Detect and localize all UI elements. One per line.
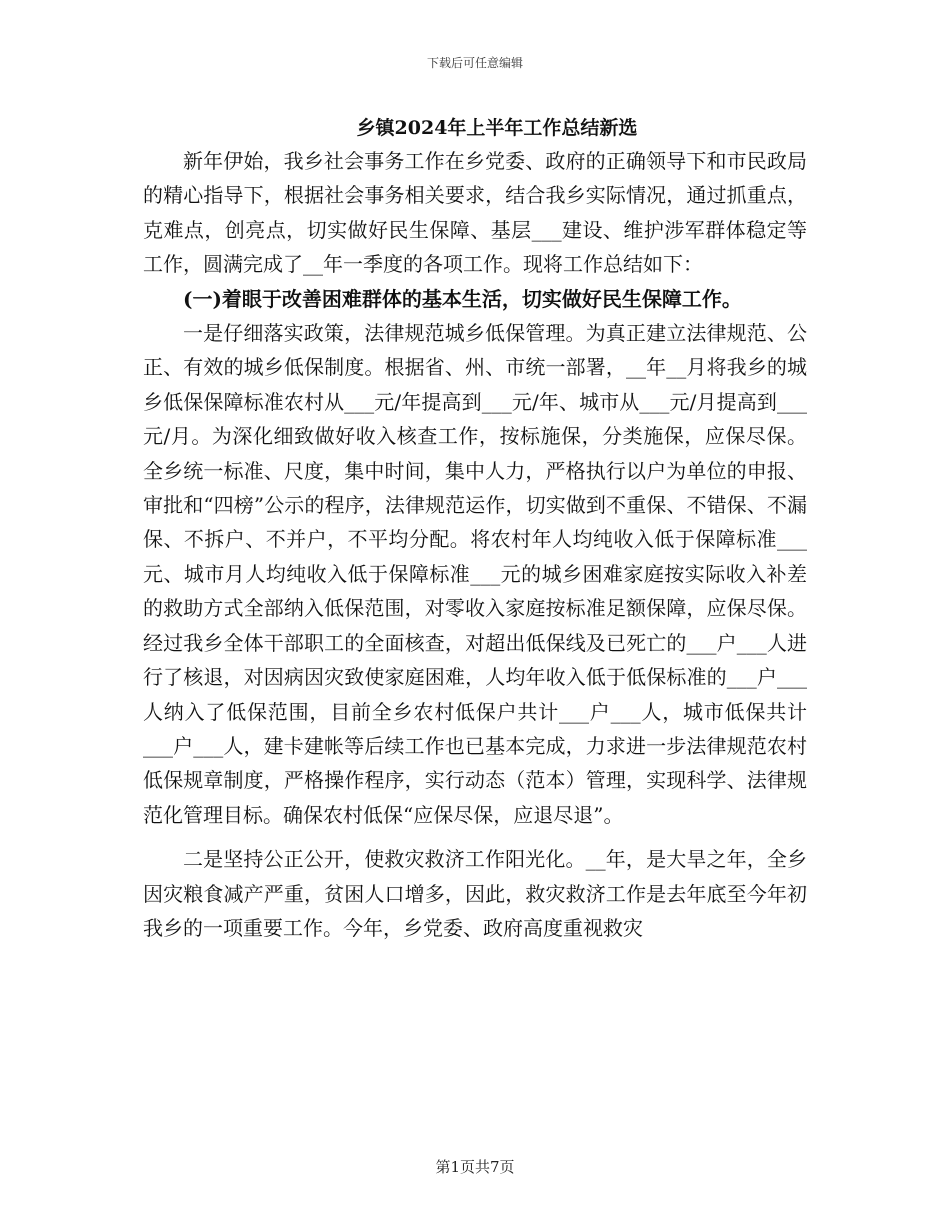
section-heading-1: (一)着眼于改善困难群体的基本生活，切实做好民生保障工作。 — [183, 286, 742, 311]
intro-paragraph: 新年伊始，我乡社会事务工作在乡党委、政府的正确领导下和市民政局的精心指导下，根据社会事务相关要求，结合我乡实际情况，通过抓重点，克难点，创亮点，切实做好民生保障、基层___建设、维护涉军群体稳定等工作，圆满完成了__年一季度的各项工作。现将工作总结如下： — [143, 149, 807, 277]
document-title: 乡镇2024年上半年工作总结新选 — [356, 117, 638, 139]
paragraph-low-income-security: 一是仔细落实政策，法律规范城乡低保管理。为真正建立法律规范、公正、有效的城乡低保制度。根据省、州、市统一部署，__年__月将我乡的城乡低保保障标准农村从___元/年提高到___元/年、城市从___元/月提高到___元/月。为深化细致做好收入核查工作，按标施保，分类施保，应保尽保。全乡统一标准、尺度，集中时间，集中人力，严格执行以户为单位的申报、审批和“四榜”公示的程序，法律规范运作，切实做到不重保、不错保、不漏保、不拆户、不并户，不平均分配。将农村年人均纯收入低于保障标准___元、城市月人均纯收入低于保障标准___元的城乡困难家庭按实际收入补差的救助方式全部纳入低保范围，对零收入家庭按标准足额保障，应保尽保。经过我乡全体干部职工的全面核查，对超出低保线及已死亡的___户___人进行了核退，对因病因灾致使家庭困难，人均年收入低于低保标准的___户___人纳入了低保范围，目前全乡农村低保户共计___户___人，城市低保共计___户___人，建卡建帐等后续工作也已基本完成，力求进一步法律规范农村低保规章制度，严格操作程序，实行动态（范本）管理，实现科学、法律规范化管理目标。确保农村低保“应保尽保，应退尽退”。 — [143, 321, 807, 827]
page-number: 第1页共7页 — [435, 1158, 515, 1176]
paragraph-disaster-relief: 二是坚持公正公开，使救灾救济工作阳光化。__年，是大旱之年，全乡因灾粮食减产严重，贫困人口增多，因此，救灾救济工作是去年底至今年初我乡的一项重要工作。今年，乡党委、政府高度重视救灾 — [143, 847, 807, 940]
document-body — [143, 112, 807, 945]
page-header-note: 下载后可任意编辑 — [426, 56, 523, 70]
